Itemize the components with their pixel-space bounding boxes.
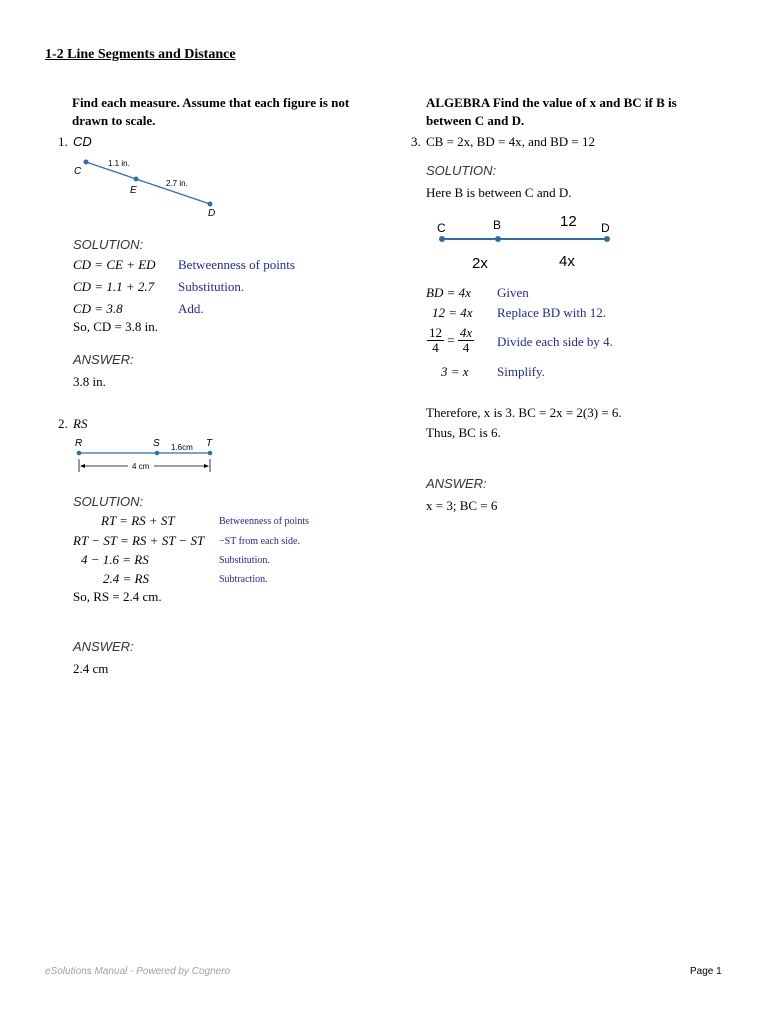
point-s	[155, 451, 160, 456]
p3-step-4-reason: Simplify.	[497, 364, 545, 379]
p2-step-4-reason: Subtraction.	[219, 574, 268, 585]
p3-step-1-reason: Given	[497, 285, 529, 300]
point-d	[208, 202, 213, 207]
figure-segment-ced	[70, 154, 230, 220]
page-title: 1-2 Line Segments and Distance	[45, 47, 236, 62]
label-cb-expr: 2x	[472, 255, 488, 272]
footer-credit: eSolutions Manual - Powered by Cognero	[45, 966, 231, 977]
label-d: D	[601, 221, 610, 235]
label-st-length: 1.6cm	[171, 443, 193, 452]
p3-thus: Thus, BC is 6.	[426, 425, 501, 440]
label-rt-length: 4 cm	[132, 462, 150, 471]
frac-right	[458, 326, 474, 355]
p1-step-3-reason: Add.	[178, 301, 204, 316]
p3-step-4-eq: 3 = x	[441, 364, 469, 379]
p2-step-1-reason: Betweenness of points	[219, 516, 309, 527]
p2-step-3-reason: Substitution.	[219, 555, 270, 566]
p1-conclusion: So, CD = 3.8 in.	[73, 319, 158, 334]
p2-answer: 2.4 cm	[73, 661, 109, 676]
point-b	[495, 236, 501, 242]
point-c	[439, 236, 445, 242]
problem-3-number: 3.	[411, 134, 421, 149]
label-e: E	[130, 185, 137, 196]
problem-3-given: CB = 2x, BD = 4x, and BD = 12	[426, 134, 595, 149]
label-b: B	[493, 218, 502, 232]
equals-sign: =	[447, 332, 455, 348]
point-t	[208, 451, 213, 456]
p1-step-1-eq: CD = CE + ED	[73, 257, 156, 272]
right-instruction: ALGEBRA Find the value of x and BC if B is between C and D.	[426, 95, 677, 128]
p3-therefore: Therefore, x is 3. BC = 2x = 2(3) = 6.	[426, 405, 622, 420]
p2-step-2-reason: −ST from each side.	[219, 536, 300, 547]
dimension-arrow-left	[80, 464, 85, 468]
p1-step-2-eq: CD = 1.1 + 2.7	[73, 279, 155, 294]
point-e	[134, 177, 139, 182]
problem-3-solution-label: SOLUTION:	[426, 163, 497, 178]
label-r: R	[75, 438, 83, 449]
p2-conclusion: So, RS = 2.4 cm.	[73, 589, 162, 604]
label-c: C	[74, 166, 82, 177]
frac-left-den: 4	[432, 340, 439, 355]
p3-step-1-eq: BD = 4x	[426, 285, 471, 300]
label-ce-length: 1.1 in.	[108, 159, 130, 168]
p3-step-2-eq: 12 = 4x	[432, 305, 473, 320]
label-s: S	[153, 438, 160, 449]
p1-answer: 3.8 in.	[73, 374, 106, 389]
point-d	[604, 236, 610, 242]
p2-step-2-eq: RT − ST = RS + ST − ST	[73, 533, 205, 548]
p1-step-2-reason: Substitution.	[178, 279, 245, 294]
label-d: D	[208, 208, 216, 219]
p2-step-4-eq: 2.4 = RS	[103, 571, 149, 586]
p3-step-3-eq	[427, 326, 474, 355]
p2-step-1-eq: RT = RS + ST	[101, 513, 175, 528]
footer-page-number: Page 1	[690, 966, 722, 977]
p3-step-2-reason: Replace BD with 12.	[497, 305, 607, 320]
label-ed-length: 2.7 in.	[166, 179, 188, 188]
figure-segment-cbd	[430, 210, 620, 274]
p1-answer-label: ANSWER:	[73, 352, 134, 367]
p1-step-3-eq: CD = 3.8	[73, 301, 123, 316]
problem-2-number: 2.	[58, 416, 68, 431]
left-instruction: Find each measure. Assume that each figure is not drawn to scale.	[72, 95, 350, 128]
label-bd-expr: 4x	[559, 253, 575, 270]
dimension-arrow-right	[204, 464, 209, 468]
point-r	[77, 451, 82, 456]
point-c	[84, 160, 89, 165]
p3-step-3-reason: Divide each side by 4.	[497, 334, 613, 349]
label-c: C	[437, 221, 446, 235]
p1-step-1-reason: Betweenness of points	[178, 257, 295, 272]
p2-answer-label: ANSWER:	[73, 639, 134, 654]
frac-right-num: 4x	[459, 325, 473, 340]
problem-2-solution-label: SOLUTION:	[73, 494, 144, 509]
p3-answer: x = 3; BC = 6	[426, 498, 498, 513]
frac-left-num: 12	[429, 325, 442, 340]
label-bd-value: 12	[560, 213, 577, 230]
problem-2-label: RS	[73, 416, 88, 431]
problem-1-label: CD	[73, 134, 92, 149]
frac-right-den: 4	[462, 340, 470, 355]
label-t: T	[206, 438, 213, 449]
segment-cd-line	[86, 162, 210, 204]
p3-intro: Here B is between C and D.	[426, 185, 572, 200]
p2-step-3-eq: 4 − 1.6 = RS	[81, 552, 149, 567]
figure-segment-rst	[70, 434, 220, 476]
problem-1-solution-label: SOLUTION:	[73, 237, 144, 252]
frac-left	[427, 326, 444, 355]
p3-answer-label: ANSWER:	[426, 476, 487, 491]
problem-1-number: 1.	[58, 134, 68, 149]
